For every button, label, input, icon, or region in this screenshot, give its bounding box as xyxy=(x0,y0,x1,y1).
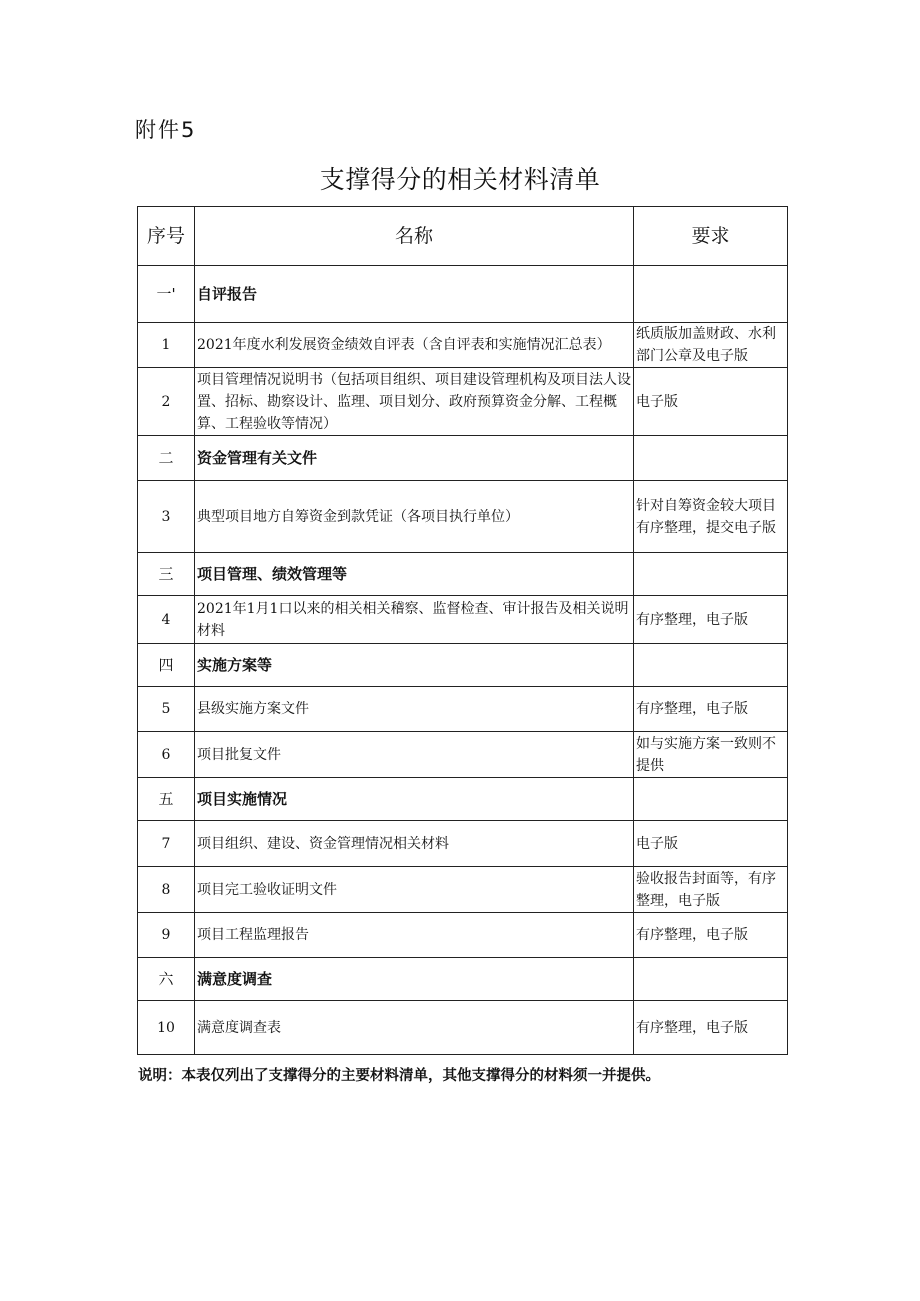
header-no: 序号 xyxy=(138,207,195,266)
table-row xyxy=(138,481,788,553)
table-row xyxy=(138,368,788,436)
cell-no: 8 xyxy=(138,867,195,913)
cell-requirement xyxy=(634,553,788,596)
table-section-row xyxy=(138,644,788,687)
cell-name: 2021年1月1口以来的相关相关稽察、监督检查、审计报告及相关说明材料 xyxy=(195,596,634,644)
table-section-row xyxy=(138,778,788,821)
cell-name: 项目工程监理报告 xyxy=(195,913,634,958)
table-section-row xyxy=(138,266,788,323)
cell-no: 10 xyxy=(138,1001,195,1055)
cell-name: 项目完工验收证明文件 xyxy=(195,867,634,913)
table-header-row xyxy=(138,207,788,266)
cell-no: 2 xyxy=(138,368,195,436)
cell-requirement: 纸质版加盖财政、水利部门公章及电子版 xyxy=(634,323,788,368)
cell-name: 满意度调查表 xyxy=(195,1001,634,1055)
cell-no: 6 xyxy=(138,732,195,778)
table-section-row xyxy=(138,553,788,596)
cell-name: 典型项目地方自筹资金到款凭证（各项目执行单位） xyxy=(195,481,634,553)
table-row xyxy=(138,913,788,958)
cell-name: 项目实施情况 xyxy=(195,778,634,821)
cell-no: 二 xyxy=(138,436,195,481)
cell-requirement: 针对自筹资金较大项目有序整理，提交电子版 xyxy=(634,481,788,553)
table-row xyxy=(138,821,788,867)
cell-requirement: 如与实施方案一致则不提供 xyxy=(634,732,788,778)
cell-no: 5 xyxy=(138,687,195,732)
header-requirement: 要求 xyxy=(634,207,788,266)
cell-no: 六 xyxy=(138,958,195,1001)
cell-no: 3 xyxy=(138,481,195,553)
cell-name: 资金管理有关文件 xyxy=(195,436,634,481)
cell-name: 项目批复文件 xyxy=(195,732,634,778)
cell-no: 4 xyxy=(138,596,195,644)
cell-requirement: 电子版 xyxy=(634,821,788,867)
cell-name: 2021年度水利发展资金绩效自评表（含自评表和实施情况汇总表） xyxy=(195,323,634,368)
materials-table xyxy=(137,206,788,1055)
cell-requirement: 有序整理，电子版 xyxy=(634,596,788,644)
cell-no: 9 xyxy=(138,913,195,958)
cell-name: 项目管理、绩效管理等 xyxy=(195,553,634,596)
cell-requirement xyxy=(634,266,788,323)
header-name: 名称 xyxy=(195,207,634,266)
cell-requirement xyxy=(634,436,788,481)
table-row xyxy=(138,1001,788,1055)
page-title: 支撑得分的相关材料清单 xyxy=(319,165,601,194)
cell-no: 三 xyxy=(138,553,195,596)
attachment-label: 附件5 xyxy=(135,118,197,142)
table-section-row xyxy=(138,436,788,481)
cell-requirement xyxy=(634,958,788,1001)
cell-name: 自评报告 xyxy=(195,266,634,323)
table-body xyxy=(138,266,788,1055)
cell-no: 1 xyxy=(138,323,195,368)
table-row xyxy=(138,323,788,368)
cell-no: 一' xyxy=(138,266,195,323)
cell-requirement xyxy=(634,778,788,821)
table-row xyxy=(138,687,788,732)
cell-requirement: 验收报告封面等，有序整理，电子版 xyxy=(634,867,788,913)
cell-requirement: 有序整理，电子版 xyxy=(634,1001,788,1055)
cell-name: 实施方案等 xyxy=(195,644,634,687)
cell-requirement: 电子版 xyxy=(634,368,788,436)
cell-name: 满意度调查 xyxy=(195,958,634,1001)
cell-no: 7 xyxy=(138,821,195,867)
cell-requirement xyxy=(634,644,788,687)
table-row xyxy=(138,596,788,644)
cell-requirement: 有序整理，电子版 xyxy=(634,913,788,958)
footnote: 说明：本表仅列出了支撑得分的主要材料清单，其他支撑得分的材料须一并提供。 xyxy=(138,1068,660,1084)
table-section-row xyxy=(138,958,788,1001)
table-row xyxy=(138,732,788,778)
cell-name: 项目管理情况说明书（包括项目组织、项目建设管理机构及项目法人设置、招标、勘察设计、监理、项目划分、政府预算资金分解、工程概算、工程验收等情况） xyxy=(195,368,634,436)
cell-name: 县级实施方案文件 xyxy=(195,687,634,732)
cell-no: 五 xyxy=(138,778,195,821)
cell-name: 项目组织、建设、资金管理情况相关材料 xyxy=(195,821,634,867)
cell-requirement: 有序整理，电子版 xyxy=(634,687,788,732)
cell-no: 四 xyxy=(138,644,195,687)
table-row xyxy=(138,867,788,913)
